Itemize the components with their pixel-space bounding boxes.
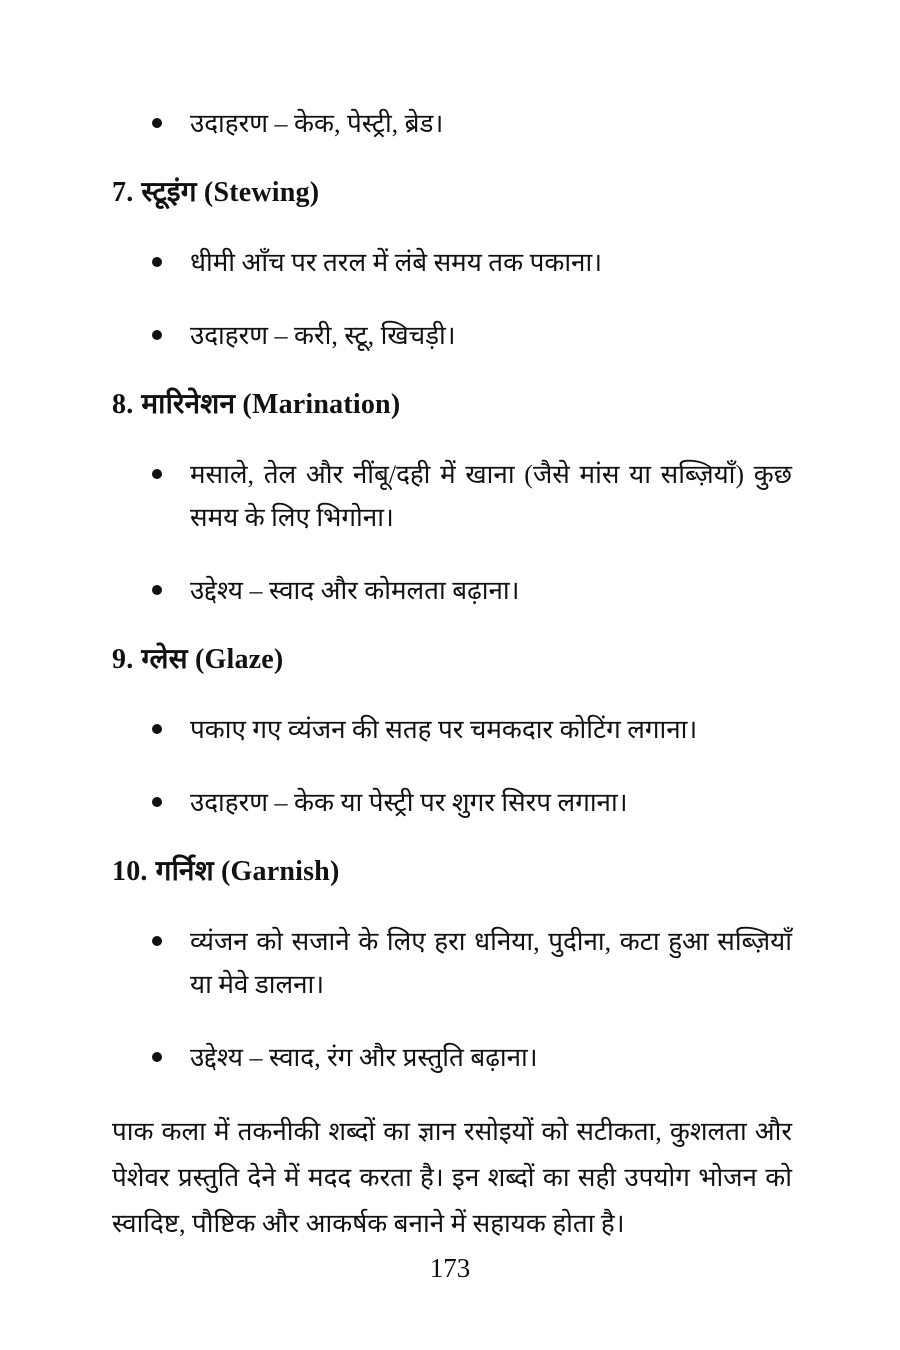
list-item [152,102,792,145]
section-title: मारिनेशन (Marination) [141,389,401,420]
bullet-icon [152,797,162,807]
page-number: 173 [429,1253,471,1283]
bullet-text: उद्देश्य – स्वाद, रंग और प्रस्तुति बढ़ाना। [190,1043,538,1072]
section-number: 8. [112,389,134,420]
bullet-text: उद्देश्य – स्वाद और कोमलता बढ़ाना। [190,576,520,605]
list-item [152,569,792,612]
bullet-icon [152,585,162,595]
section-title: स्टूइंग (Stewing) [141,177,320,208]
section-title: ग्लेस (Glaze) [141,644,284,675]
list-item [152,781,792,824]
bullet-icon [152,469,162,479]
bullet-icon [152,936,162,946]
bullet-text: उदाहरण – करी, स्टू, खिचड़ी। [190,321,456,350]
page-content [112,102,792,1247]
section-heading-stewing [112,175,792,211]
bullet-text: धीमी आँच पर तरल में लंबे समय तक पकाना। [190,248,603,277]
list-item [152,453,792,539]
bullet-icon [152,1052,162,1062]
section-number: 9. [112,644,134,675]
list-item [152,708,792,751]
bullet-text: व्यंजन को सजाने के लिए हरा धनिया, पुदीना, कटा हुआ सब्ज़ियाँ या मेवे डालना। [190,927,792,999]
section-number: 10. [112,856,148,887]
bullet-icon [152,330,162,340]
list-item [152,314,792,357]
list-item [152,920,792,1006]
section-heading-garnish [112,854,792,890]
section-heading-glaze [112,642,792,678]
list-item [152,1036,792,1079]
section-heading-marination [112,387,792,423]
bullet-icon [152,724,162,734]
closing-paragraph: पाक कला में तकनीकी शब्दों का ज्ञान रसोइयों को सटीकता, कुशलता और पेशेवर प्रस्तुति देने में मदद करता है। इन शब्दों का सही उपयोग भोजन को स्वादिष्ट, पौष्टिक और आकर्षक बनाने में सहायक होता है। [112,1117,792,1238]
bullet-icon [152,257,162,267]
section-title: गर्निश (Garnish) [155,856,340,887]
bullet-text: पकाए गए व्यंजन की सतह पर चमकदार कोटिंग लगाना। [190,715,698,744]
bullet-icon [152,118,162,128]
list-item [152,241,792,284]
bullet-text: मसाले, तेल और नींबू/दही में खाना (जैसे मांस या सब्ज़ियाँ) कुछ समय के लिए भिगोना। [190,460,792,532]
bullet-text: उदाहरण – केक या पेस्ट्री पर शुगर सिरप लगाना। [190,788,628,817]
bullet-text: उदाहरण – केक, पेस्ट्री, ब्रेड। [190,109,444,138]
section-number: 7. [112,177,134,208]
